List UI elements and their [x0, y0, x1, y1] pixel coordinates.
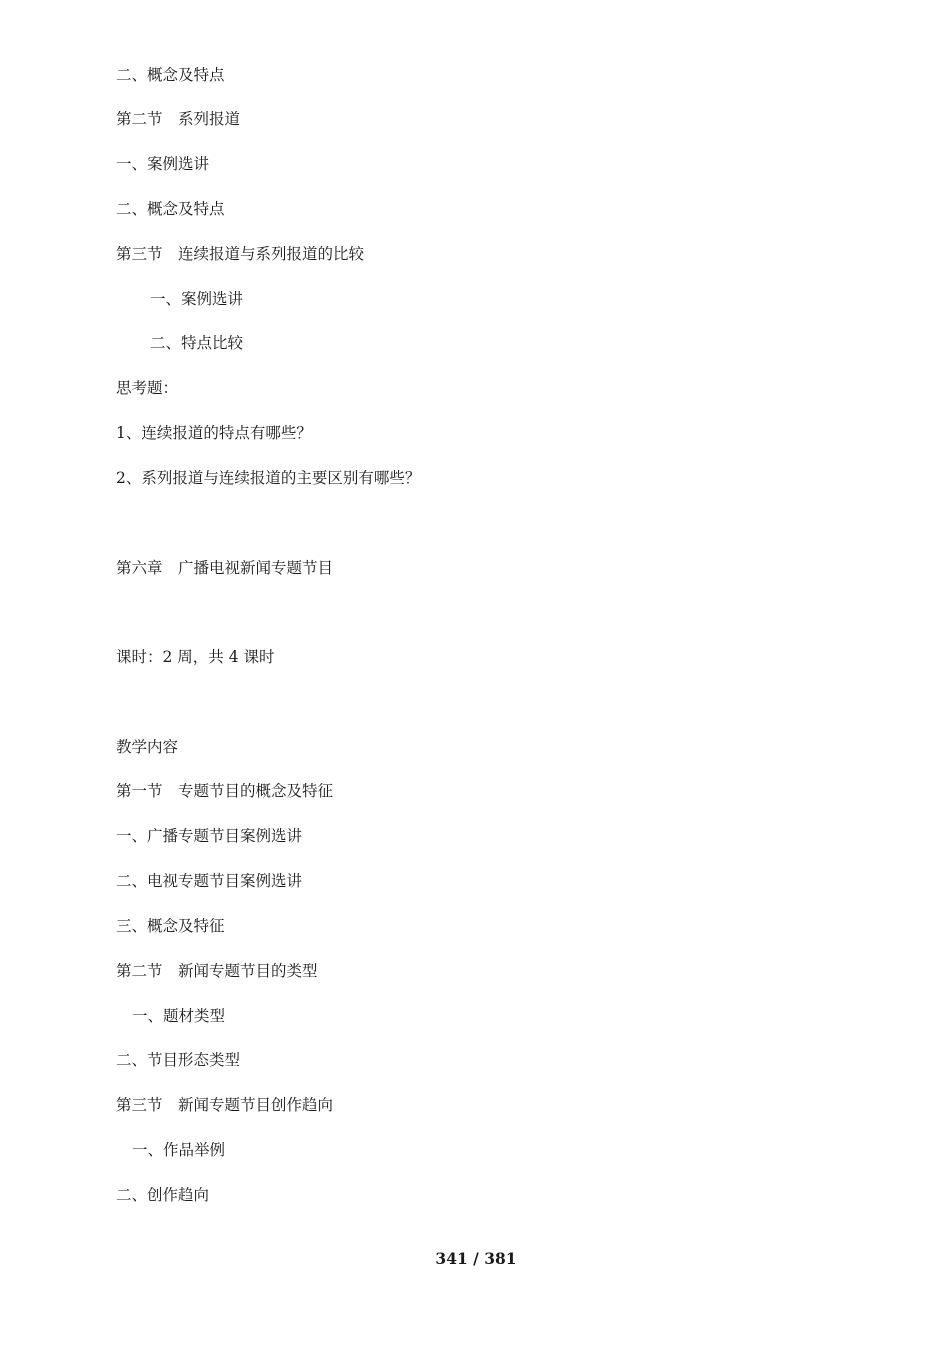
section-heading: 第三节 连续报道与系列报道的比较: [116, 245, 365, 263]
text-line: 二、电视专题节目案例选讲: [116, 872, 303, 890]
section-heading: 第三节 新闻专题节目创作趋向: [116, 1096, 334, 1114]
section-heading: 第二节 系列报道: [116, 110, 241, 128]
questions-heading: 思考题：: [116, 379, 179, 397]
text-line: 二、创作趋向: [116, 1186, 210, 1204]
content-heading: 教学内容: [116, 738, 179, 756]
text-line: 二、概念及特点: [116, 66, 225, 84]
text-line: 二、节目形态类型: [116, 1051, 241, 1069]
question-item: 1、连续报道的特点有哪些？: [116, 424, 312, 442]
text-line: 一、作品举例: [132, 1141, 226, 1159]
page-number: 341 / 381: [435, 1249, 517, 1268]
text-line: 一、题材类型: [132, 1007, 226, 1025]
text-line: 一、案例选讲: [150, 290, 244, 308]
text-line: 二、特点比较: [150, 334, 244, 352]
text-line: 一、案例选讲: [116, 155, 210, 173]
question-item: 2、系列报道与连续报道的主要区别有哪些？: [116, 469, 421, 487]
text-line: 二、概念及特点: [116, 200, 225, 218]
text-line: 一、广播专题节目案例选讲: [116, 827, 303, 845]
class-hours: 课时：2 周，共 4 课时: [116, 648, 275, 666]
section-heading: 第二节 新闻专题节目的类型: [116, 962, 318, 980]
text-line: 三、概念及特征: [116, 917, 225, 935]
section-heading: 第一节 专题节目的概念及特征: [116, 782, 334, 800]
chapter-heading: 第六章 广播电视新闻专题节目: [116, 559, 334, 577]
